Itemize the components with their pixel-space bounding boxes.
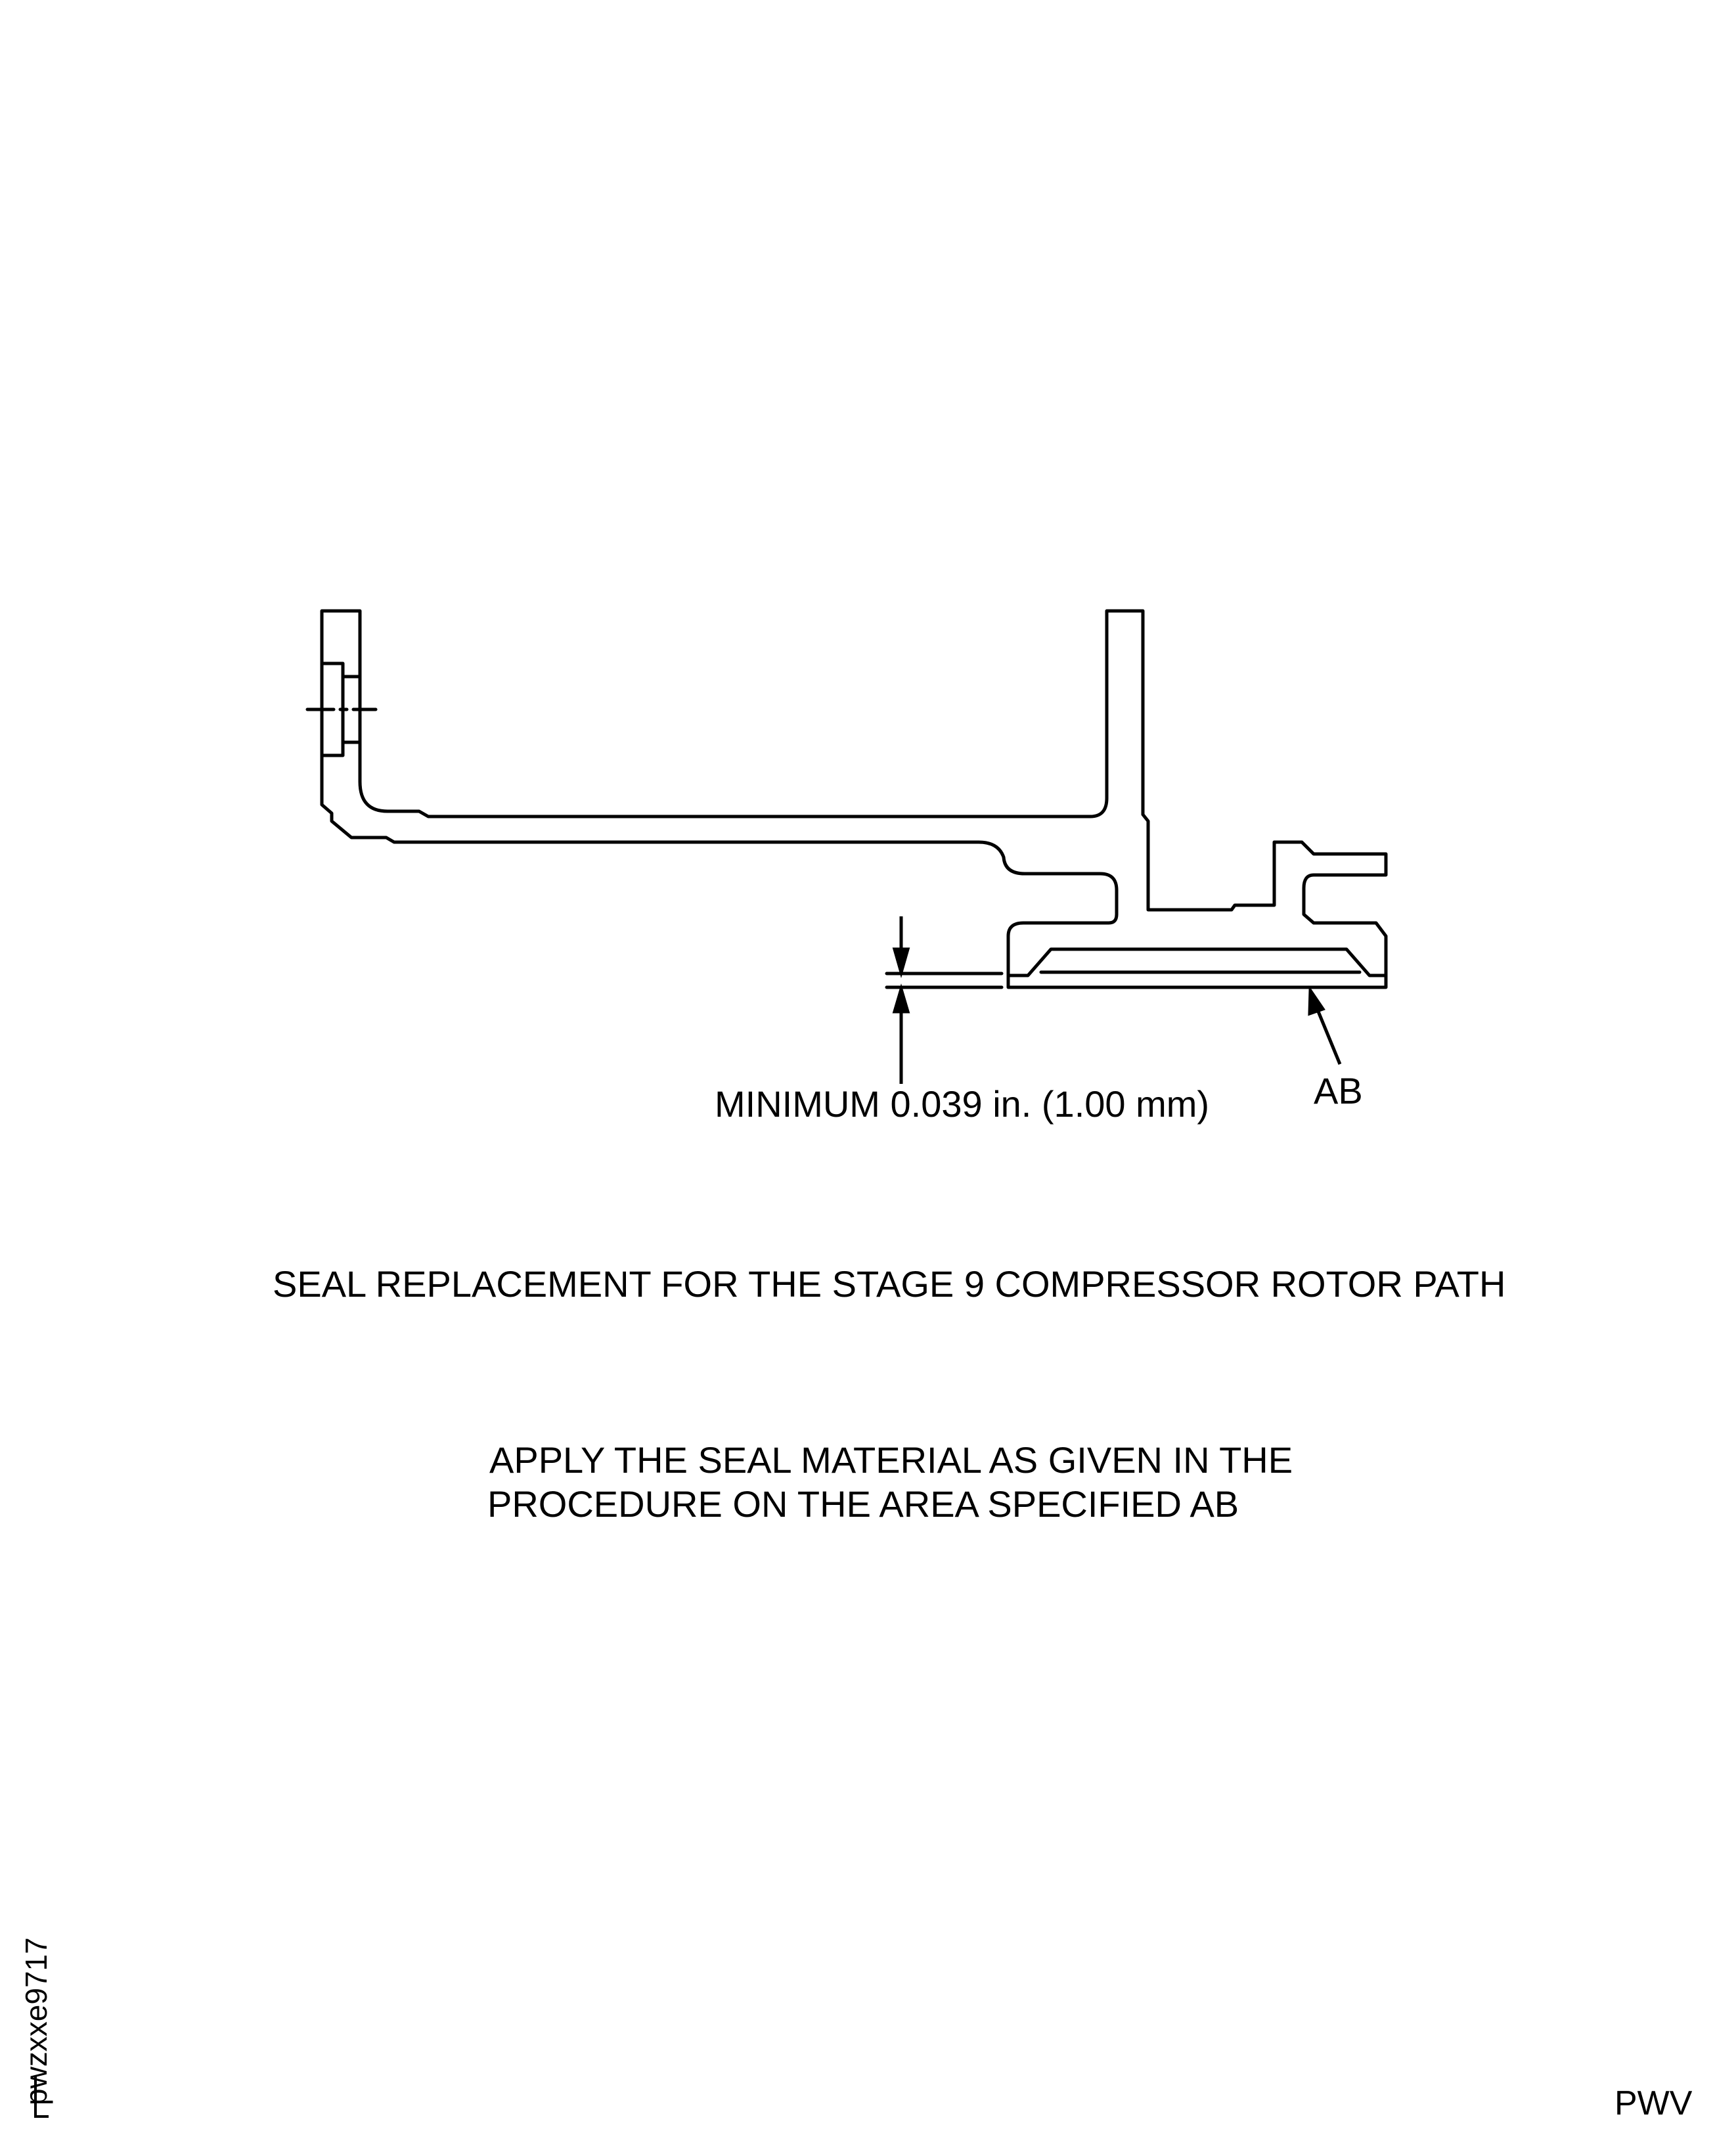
note-line-1: APPLY THE SEAL MATERIAL AS GIVEN IN THE bbox=[489, 1439, 1293, 1481]
corner-code: PWV bbox=[1614, 2084, 1693, 2122]
dimension-arrow-top-head bbox=[895, 949, 908, 972]
dimension-extension-lines bbox=[887, 974, 1002, 987]
ab-leader-head bbox=[1310, 991, 1323, 1014]
note-line-2: PROCEDURE ON THE AREA SPECIFIED AB bbox=[487, 1483, 1239, 1525]
ab-leader-shaft bbox=[1317, 1008, 1340, 1064]
dimension-arrow-bottom-head bbox=[895, 989, 908, 1012]
figure-id: pwzxxe9717 bbox=[19, 1937, 53, 2105]
dimension-label: MINIMUM 0.039 in. (1.00 mm) bbox=[715, 1083, 1210, 1125]
figure-title: SEAL REPLACEMENT FOR THE STAGE 9 COMPRESSOR ROTOR PATH bbox=[273, 1263, 1506, 1305]
left-flange-outline bbox=[322, 611, 1386, 987]
seal-land-groove bbox=[1008, 949, 1386, 975]
area-ab-label: AB bbox=[1314, 1070, 1363, 1111]
